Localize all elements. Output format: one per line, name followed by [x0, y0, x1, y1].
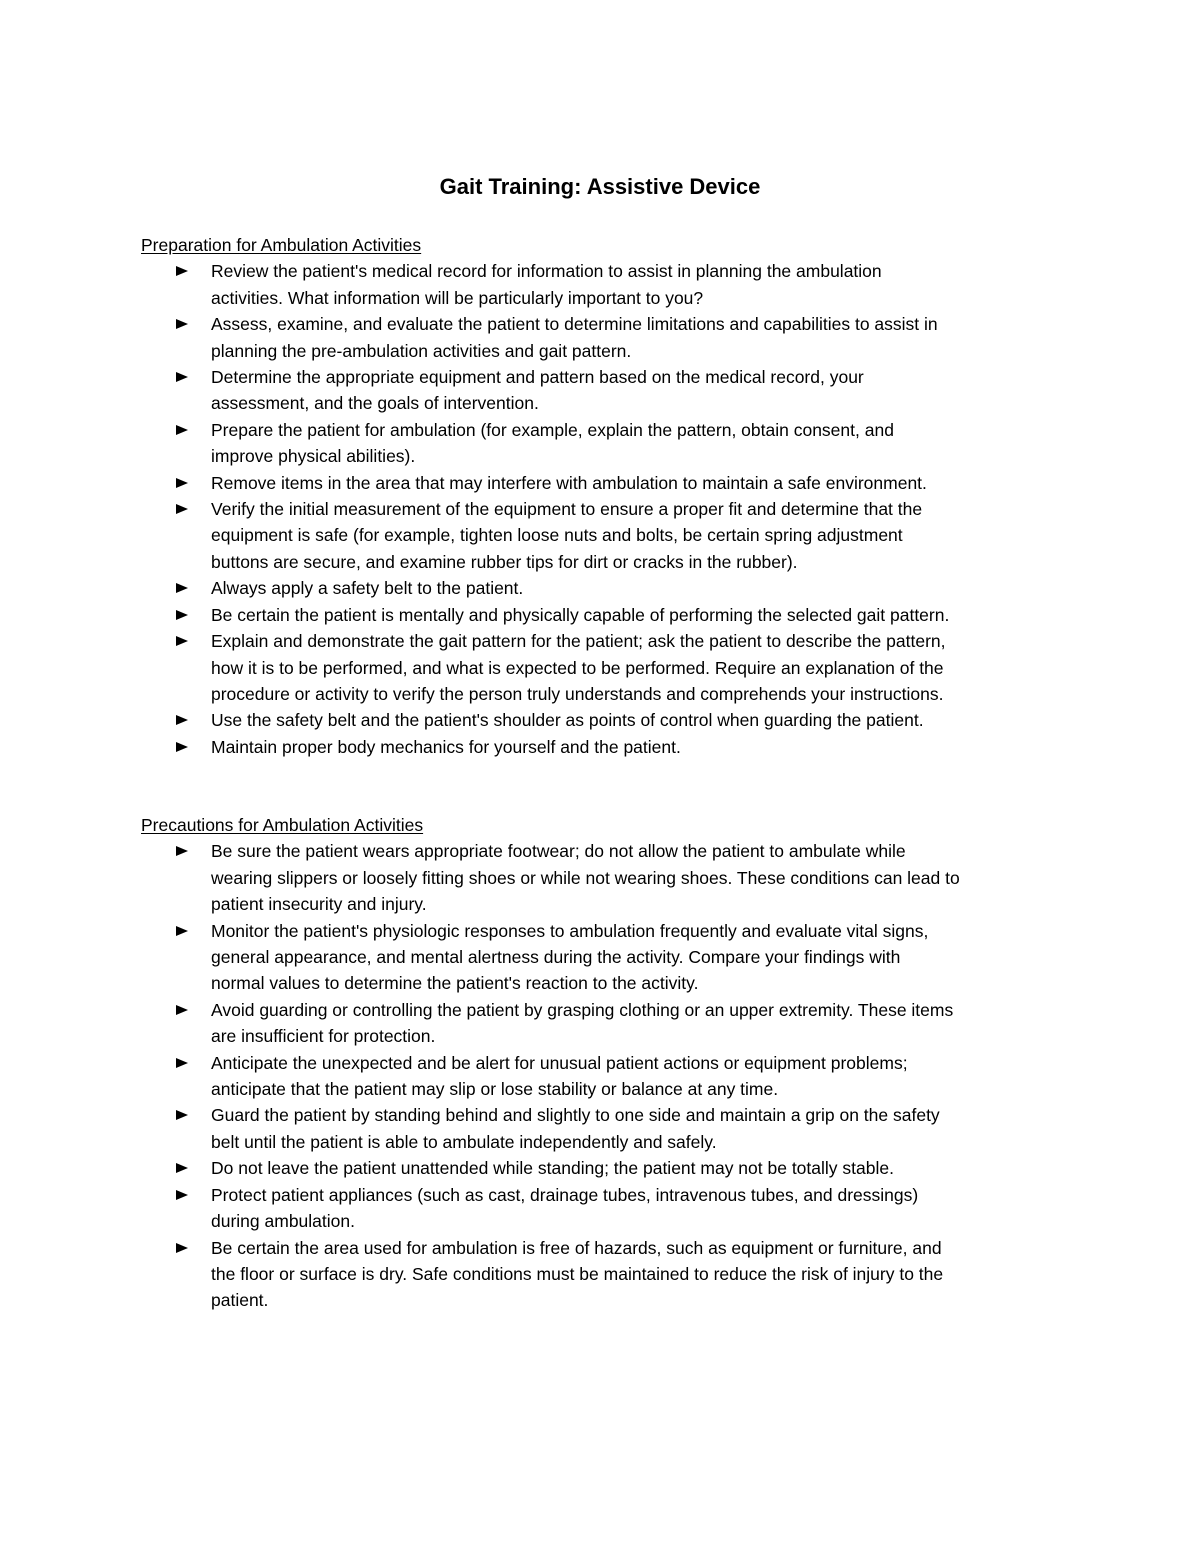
- precautions-section: [141, 812, 1081, 1314]
- list-item-text: Determine the appropriate equipment and pattern based on the medical record, your: [211, 367, 864, 388]
- arrow-bullet-icon: [176, 1190, 188, 1200]
- list-item-text: wearing slippers or loosely fitting shoes or while not wearing shoes. These conditions can lead to: [211, 867, 960, 888]
- arrow-bullet-icon: [176, 478, 188, 488]
- arrow-bullet-icon: [176, 1110, 188, 1120]
- list-item-text: Anticipate the unexpected and be alert for unusual patient actions or equipment problems;: [211, 1052, 908, 1073]
- list-item-text: improve physical abilities).: [211, 446, 416, 467]
- list-item: [141, 734, 1081, 760]
- list-item-text: the floor or surface is dry. Safe conditions must be maintained to reduce the risk of injury to the: [211, 1263, 944, 1284]
- arrow-bullet-icon: [176, 610, 188, 620]
- list-item-text: patient insecurity and injury.: [211, 894, 427, 915]
- arrow-bullet-icon: [176, 715, 188, 725]
- list-item: [141, 602, 1081, 628]
- list-item: [141, 364, 1081, 417]
- preparation-section: [141, 232, 1081, 760]
- list-item: [141, 1235, 1081, 1314]
- list-item-text: are insufficient for protection.: [211, 1026, 436, 1047]
- list-item-text: planning the pre-ambulation activities and gait pattern.: [211, 340, 632, 361]
- arrow-bullet-icon: [176, 846, 188, 856]
- preparation-heading: Preparation for Ambulation Activities: [141, 235, 422, 255]
- list-item: [141, 470, 1081, 496]
- list-item-text: how it is to be performed, and what is expected to be performed. Require an explanation of the: [211, 657, 944, 678]
- preparation-list: [141, 258, 1081, 760]
- list-item: [141, 918, 1081, 997]
- list-item: [141, 628, 1081, 707]
- precautions-list: [141, 838, 1081, 1313]
- list-item-text: patient.: [211, 1290, 269, 1311]
- arrow-bullet-icon: [176, 372, 188, 382]
- list-item-text: during ambulation.: [211, 1211, 355, 1232]
- list-item-text: equipment is safe (for example, tighten loose nuts and bolts, be certain spring adjustment: [211, 525, 903, 546]
- arrow-bullet-icon: [176, 926, 188, 936]
- arrow-bullet-icon: [176, 1243, 188, 1253]
- list-item: [141, 1155, 1081, 1181]
- list-item-text: Always apply a safety belt to the patient.: [211, 578, 524, 599]
- arrow-bullet-icon: [176, 1005, 188, 1015]
- precautions-heading: Precautions for Ambulation Activities: [141, 815, 424, 835]
- list-item-text: Review the patient's medical record for information to assist in planning the ambulation: [211, 261, 882, 282]
- arrow-bullet-icon: [176, 504, 188, 514]
- list-item-text: procedure or activity to verify the person truly understands and comprehends your instructions.: [211, 683, 944, 704]
- list-item-text: Assess, examine, and evaluate the patient to determine limitations and capabilities to assist in: [211, 314, 938, 335]
- list-item: [141, 1102, 1081, 1155]
- list-item-text: Be certain the area used for ambulation is free of hazards, such as equipment or furniture, and: [211, 1237, 942, 1258]
- list-item-text: Be sure the patient wears appropriate footwear; do not allow the patient to ambulate while: [211, 841, 906, 862]
- list-item: [141, 311, 1081, 364]
- list-item: [141, 496, 1081, 575]
- list-item: [141, 417, 1081, 470]
- list-item-text: Protect patient appliances (such as cast, drainage tubes, intravenous tubes, and dressings): [211, 1184, 919, 1205]
- list-item-text: normal values to determine the patient's reaction to the activity.: [211, 973, 699, 994]
- list-item: [141, 997, 1081, 1050]
- list-item-text: Use the safety belt and the patient's shoulder as points of control when guarding the patient.: [211, 710, 924, 731]
- list-item: [141, 258, 1081, 311]
- page-title: Gait Training: Assistive Device: [439, 174, 761, 199]
- list-item-text: assessment, and the goals of intervention.: [211, 393, 539, 414]
- list-item-text: activities. What information will be particularly important to you?: [211, 287, 704, 308]
- list-item-text: anticipate that the patient may slip or lose stability or balance at any time.: [211, 1079, 779, 1100]
- list-item-text: general appearance, and mental alertness during the activity. Compare your findings with: [211, 947, 901, 968]
- list-item-text: Be certain the patient is mentally and physically capable of performing the selected gait pattern.: [211, 604, 950, 625]
- list-item-text: Explain and demonstrate the gait pattern for the patient; ask the patient to describe the pattern,: [211, 631, 946, 652]
- list-item-text: Prepare the patient for ambulation (for example, explain the pattern, obtain consent, and: [211, 419, 894, 440]
- list-item-text: Avoid guarding or controlling the patient by grasping clothing or an upper extremity. These items: [211, 999, 954, 1020]
- list-item-text: Maintain proper body mechanics for yourself and the patient.: [211, 736, 681, 757]
- list-item-text: Verify the initial measurement of the equipment to ensure a proper fit and determine that the: [211, 499, 923, 520]
- arrow-bullet-icon: [176, 425, 188, 435]
- arrow-bullet-icon: [176, 319, 188, 329]
- list-item: [141, 1182, 1081, 1235]
- arrow-bullet-icon: [176, 1058, 188, 1068]
- list-item: [141, 575, 1081, 601]
- list-item: [141, 707, 1081, 733]
- list-item-text: Remove items in the area that may interfere with ambulation to maintain a safe environment.: [211, 472, 927, 493]
- list-item-text: Do not leave the patient unattended while standing; the patient may not be totally stable.: [211, 1158, 894, 1179]
- list-item-text: belt until the patient is able to ambulate independently and safely.: [211, 1131, 717, 1152]
- list-item: [141, 1050, 1081, 1103]
- arrow-bullet-icon: [176, 742, 188, 752]
- arrow-bullet-icon: [176, 636, 188, 646]
- arrow-bullet-icon: [176, 1163, 188, 1173]
- arrow-bullet-icon: [176, 266, 188, 276]
- list-item: [141, 838, 1081, 917]
- list-item-text: Monitor the patient's physiologic responses to ambulation frequently and evaluate vital signs,: [211, 920, 929, 941]
- list-item-text: buttons are secure, and examine rubber tips for dirt or cracks in the rubber).: [211, 551, 798, 572]
- list-item-text: Guard the patient by standing behind and slightly to one side and maintain a grip on the safety: [211, 1105, 940, 1126]
- arrow-bullet-icon: [176, 583, 188, 593]
